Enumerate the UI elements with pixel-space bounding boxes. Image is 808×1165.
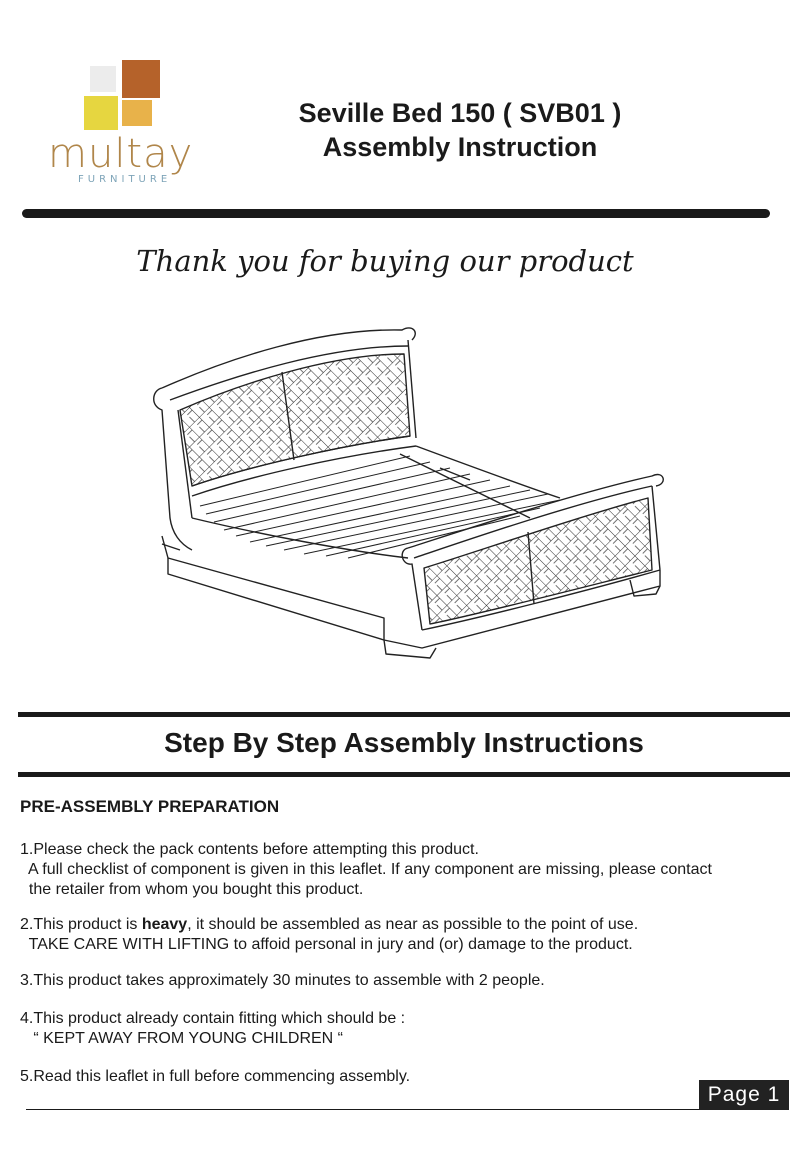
logo-square-rust <box>122 60 160 98</box>
header-divider <box>22 209 770 218</box>
logo-tagline: FURNITURE <box>78 174 172 185</box>
section-rule-top <box>18 712 790 717</box>
logo-square-light <box>90 66 116 92</box>
instruction-1 <box>20 840 780 900</box>
instruction-2 <box>20 915 780 955</box>
instruction-1-line-1: 1.Please check the pack contents before attempting this product. <box>20 841 479 858</box>
page-number-badge: Page 1 <box>699 1080 789 1110</box>
title-line-1: Seville Bed 150 ( SVB01 ) <box>298 98 622 128</box>
brand-logo <box>30 48 210 188</box>
footer-rule <box>26 1109 702 1110</box>
pre-assembly-heading: PRE-ASSEMBLY PREPARATION <box>20 797 280 816</box>
document-title <box>230 96 690 164</box>
instruction-2-line-1 <box>20 915 780 935</box>
instruction-1-line-3: the retailer from whom you bought this product. <box>20 881 364 898</box>
instruction-2-suffix: , it should be assembled as near as possible to the point of use. <box>187 916 639 933</box>
instruction-1-line-2: A full checklist of component is given in this leaflet. If any component are missing, please contact <box>20 861 712 878</box>
instruction-2-line-2: TAKE CARE WITH LIFTING to affoid personal in jury and (or) damage to the product. <box>20 936 633 953</box>
instruction-5 <box>20 1067 780 1087</box>
logo-square-orange <box>122 100 152 126</box>
sleigh-bed-illustration-icon <box>140 318 680 663</box>
instruction-2-prefix: 2.This product is <box>20 916 142 933</box>
instruction-3 <box>20 971 780 991</box>
instruction-4-line-2: “ KEPT AWAY FROM YOUNG CHILDREN “ <box>20 1030 344 1047</box>
section-rule-bottom <box>18 772 790 777</box>
logo-wordmark: multay <box>48 131 194 177</box>
instruction-5-line-1: 5.Read this leaflet in full before commencing assembly. <box>20 1068 411 1085</box>
instruction-3-line-1: 3.This product takes approximately 30 minutes to assemble with 2 people. <box>20 972 545 989</box>
instruction-4 <box>20 1009 780 1049</box>
thank-you-message: Thank you for buying our product <box>136 244 634 278</box>
title-line-2: Assembly Instruction <box>322 132 598 162</box>
instruction-4-line-1: 4.This product already contain fitting which should be : <box>20 1010 406 1027</box>
section-heading: Step By Step Assembly Instructions <box>164 727 644 758</box>
logo-square-yellow <box>84 96 118 130</box>
instruction-2-emphasis: heavy <box>141 916 188 933</box>
